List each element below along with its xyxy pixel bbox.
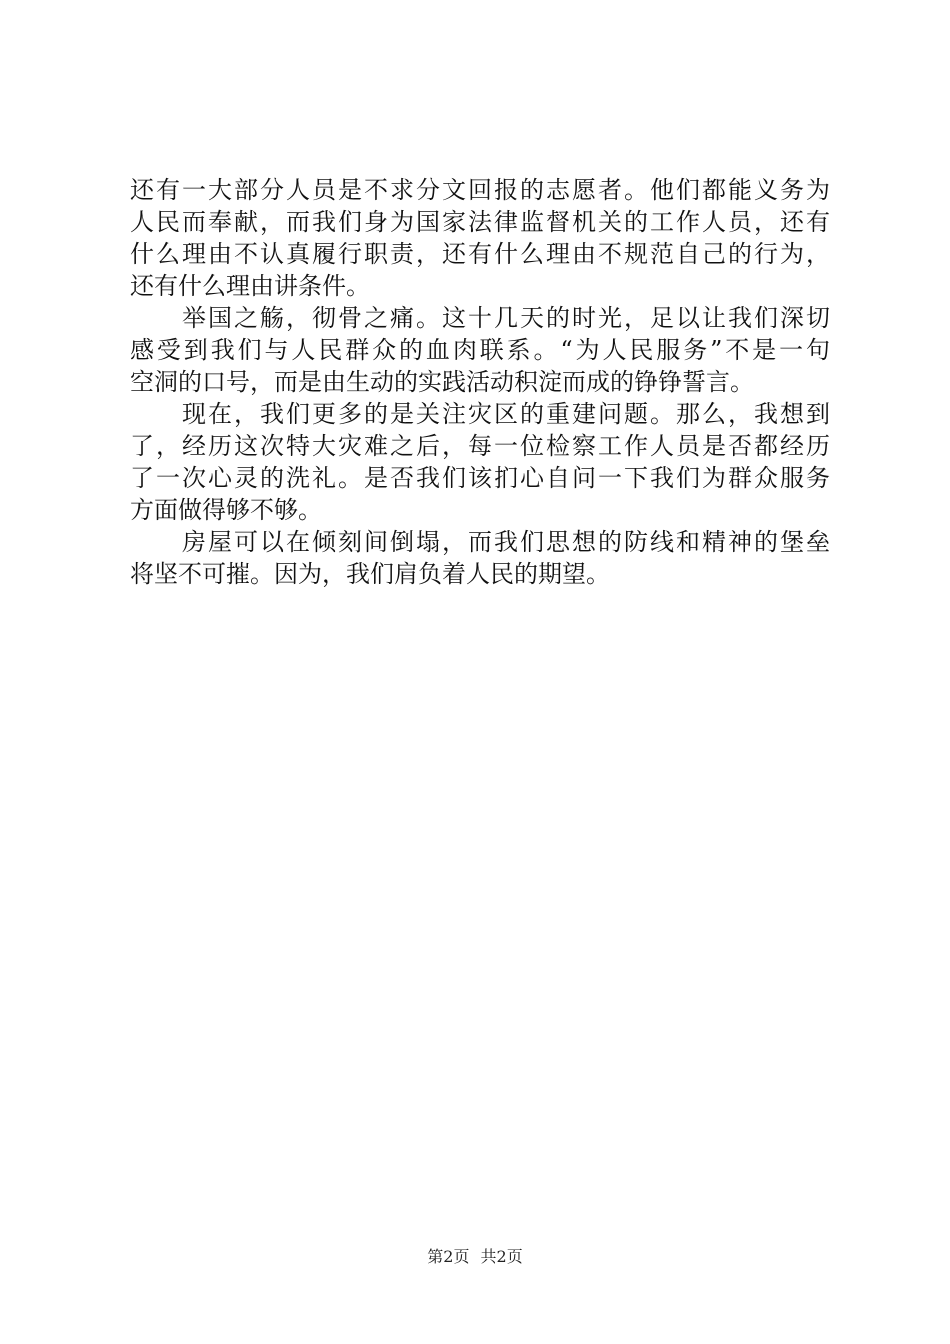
paragraph bbox=[130, 302, 830, 398]
text-line: 还有一大部分人员是不求分文回报的志愿者。他们都能义务为 bbox=[130, 176, 830, 204]
paragraph bbox=[130, 174, 830, 302]
text-line: 感受到我们与人民群众的血肉联系。“为人民服务”不是一句 bbox=[130, 336, 830, 364]
text-line: 人民而奉献，而我们身为国家法律监督机关的工作人员，还有 bbox=[130, 208, 830, 236]
page-footer bbox=[0, 1244, 950, 1267]
paragraph bbox=[130, 398, 830, 526]
page-number: 第2页 bbox=[427, 1247, 470, 1266]
paragraph bbox=[130, 526, 830, 590]
text-line: 了一次心灵的洗礼。是否我们该扪心自问一下我们为群众服务 bbox=[130, 464, 830, 492]
text-line: 方面做得够不够。 bbox=[130, 496, 322, 524]
document-body bbox=[130, 174, 830, 590]
text-line: 什么理由不认真履行职责，还有什么理由不规范自己的行为， bbox=[130, 240, 830, 268]
text-line: 房屋可以在倾刻间倒塌，而我们思想的防线和精神的堡垒 bbox=[182, 528, 830, 556]
text-line: 还有什么理由讲条件。 bbox=[130, 272, 370, 300]
text-line: 现在，我们更多的是关注灾区的重建问题。那么，我想到 bbox=[182, 400, 830, 428]
text-line: 空洞的口号，而是由生动的实践活动积淀而成的铮铮誓言。 bbox=[130, 368, 754, 396]
text-line: 了，经历这次特大灾难之后，每一位检察工作人员是否都经历 bbox=[130, 432, 830, 460]
page-total: 共2页 bbox=[480, 1247, 523, 1266]
text-line: 将坚不可摧。因为，我们肩负着人民的期望。 bbox=[130, 560, 610, 588]
text-line: 举国之觞，彻骨之痛。这十几天的时光，足以让我们深切 bbox=[182, 304, 830, 332]
